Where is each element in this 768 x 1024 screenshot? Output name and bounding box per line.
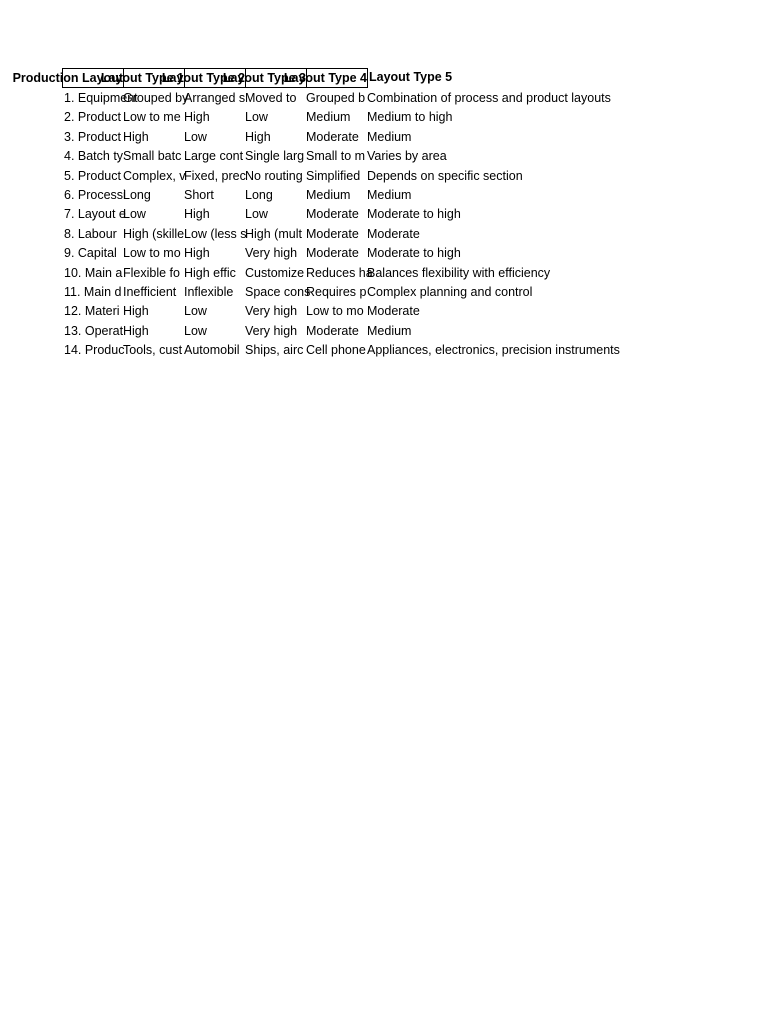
table-cell[interactable]: Low [245,110,268,125]
table-row [62,147,620,166]
table-cell[interactable]: Low [123,207,146,222]
table-row [62,264,620,283]
table-cell[interactable]: Balances flexibility with efficiency [367,265,551,280]
table-cell[interactable]: High [123,304,149,319]
table-cell[interactable]: Customize [245,265,305,280]
table-cell[interactable]: Moderate [367,226,420,241]
table-cell[interactable]: Medium [367,187,412,202]
table-cell[interactable]: Very high [245,323,298,338]
table-cell[interactable]: Medium to high [367,110,453,125]
table-cell[interactable]: High [184,246,210,261]
table-cell[interactable]: High effic [184,265,236,280]
table-cell[interactable]: Moderate [306,226,359,241]
table-cell[interactable]: Varies by area [367,149,447,164]
header-cell[interactable]: Layout Type 3 [245,68,307,88]
table-cell[interactable]: 2. Product [64,110,121,125]
table-cell[interactable]: Depends on specific section [367,168,523,183]
table-cell[interactable]: Flexible fo [123,265,180,280]
table-cell[interactable]: 13. Operat [64,323,124,338]
table-row [62,128,620,147]
table-cell[interactable]: Low [184,304,207,319]
table-cell[interactable]: High [123,323,149,338]
table-cell[interactable]: Simplified [306,168,361,183]
table-cell[interactable]: Low [184,323,207,338]
table-cell[interactable]: Moderate to high [367,246,461,261]
table-cell[interactable]: Combination of process and product layouts [367,91,611,105]
table-cell[interactable]: 4. Batch ty [64,149,124,164]
table-row [62,302,620,321]
header-cell[interactable]: Layout Type 2 [184,68,246,88]
table-cell[interactable]: 10. Main a [64,265,123,280]
table-cell[interactable]: Medium [306,187,351,202]
header-cell[interactable]: Production Layout [62,68,124,88]
header-row [12,68,620,88]
table-cell[interactable]: Requires p [306,284,367,299]
table-cell[interactable]: Moderate [306,207,359,222]
table-cell[interactable]: Low (less s [184,226,247,241]
table-cell[interactable]: Complex, v [123,168,186,183]
table-cell[interactable]: High [245,129,271,144]
table-cell[interactable]: Appliances, electronics, precision instruments [367,343,620,358]
table-cell[interactable]: High [184,207,210,222]
table-cell[interactable]: Medium [367,129,412,144]
table-row [62,108,620,127]
table-cell[interactable]: Medium [367,323,412,338]
table-cell[interactable]: Moderate [306,246,359,261]
table-cell[interactable]: 11. Main d [64,284,122,299]
table-body [62,89,620,360]
table-row [62,322,620,341]
table-row [62,167,620,186]
table-row [62,244,620,263]
table-row [62,205,620,224]
table-cell[interactable]: Reduces ha [306,265,373,280]
table-cell[interactable]: 7. Layout e [64,207,126,222]
table-row [62,186,620,205]
table-cell[interactable]: High [123,129,149,144]
table-cell[interactable]: Automobil [184,343,240,358]
table-row [62,341,620,360]
table-cell[interactable]: No routing [245,168,303,183]
table-cell[interactable]: Low [184,129,207,144]
table-cell[interactable]: 6. Processi [64,187,126,202]
table-cell[interactable]: 1. Equipment [64,91,138,105]
table-cell[interactable]: Tools, cust [123,343,183,358]
table-cell[interactable]: Cell phone [306,343,366,358]
table-cell[interactable]: 5. Product [64,168,121,183]
table-cell[interactable]: Inefficient [123,284,177,299]
table-cell[interactable]: Complex planning and control [367,284,533,299]
header-cell[interactable]: Layout Type 5 [369,70,453,84]
table-row [62,89,620,108]
table-cell[interactable]: Low to mo [123,246,181,261]
table-cell[interactable]: Low to me [123,110,181,125]
table-row [62,225,620,244]
header-cell[interactable]: Layout Type 4 [306,68,368,88]
table-cell[interactable]: 8. Labour [64,226,117,241]
table-cell[interactable]: Very high [245,246,298,261]
table-cell[interactable]: Very high [245,304,298,319]
table-cell[interactable]: Ships, airc [245,343,304,358]
table-cell[interactable]: High (mult [245,226,302,241]
table-cell[interactable]: Medium [306,110,351,125]
table-cell[interactable]: Moved to [245,91,297,105]
table-cell[interactable]: Moderate [306,323,359,338]
header-cell[interactable]: Layout Type 1 [123,68,185,88]
table-cell[interactable]: Short [184,187,214,202]
table-cell[interactable]: Arranged s [184,91,246,105]
table-cell[interactable]: High (skille [123,226,185,241]
table-cell[interactable]: Low to mo [306,304,364,319]
table-cell[interactable]: Space cons [245,284,311,299]
table-cell[interactable]: Grouped b [306,91,366,105]
table-cell[interactable]: Small batc [123,149,182,164]
table-cell[interactable]: Long [123,187,151,202]
table-cell[interactable]: 3. Product [64,129,121,144]
spreadsheet [12,68,620,360]
table-cell[interactable]: Inflexible [184,284,234,299]
table-cell[interactable]: 12. Materi [64,304,120,319]
table-cell[interactable]: Small to m [306,149,366,164]
table-cell[interactable]: 9. Capital [64,246,117,261]
table-cell[interactable]: 14. Produc [64,343,125,358]
table-cell[interactable]: Moderate [367,304,420,319]
table-cell[interactable]: Low [245,207,268,222]
table-cell[interactable]: High [184,110,210,125]
table-row [62,283,620,302]
table-cell[interactable]: Single larg [245,149,305,164]
table-cell[interactable]: Large cont [184,149,244,164]
table-cell[interactable]: Fixed, prec [184,168,246,183]
table-cell[interactable]: Long [245,187,273,202]
table-cell[interactable]: Moderate [306,129,359,144]
table-cell[interactable]: Moderate to high [367,207,461,222]
table-cell[interactable]: Grouped by [123,91,189,105]
